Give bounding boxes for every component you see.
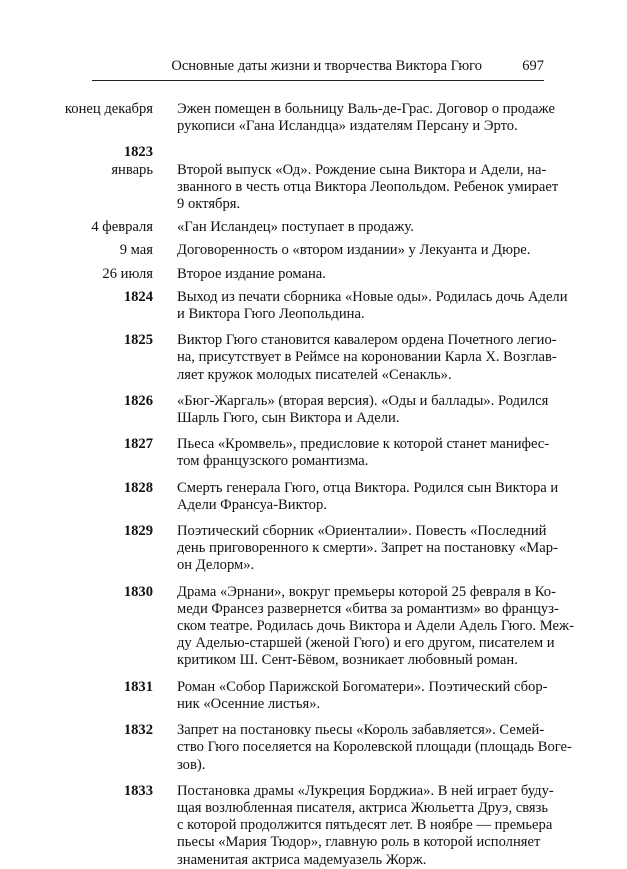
- entry-text-line: меди Франсез развернется «битва за романтизм» во француз-: [177, 600, 559, 617]
- chronology-entry: [0, 679, 627, 713]
- entry-text: [177, 219, 520, 236]
- entry-text-line: с которой продолжится пятьдесят лет. В ноябре — премьера: [177, 817, 553, 834]
- entry-text-line: он Делорм».: [177, 557, 255, 574]
- entry-text-line: Эжен помещен в больницу Валь-де-Грас. Договор о продаже: [177, 101, 555, 117]
- entry-text-line: «Бюг-Жаргаль» (вторая версия). «Оды и баллады». Родился: [177, 392, 549, 409]
- entry-text: [177, 161, 559, 214]
- entry-text-line: пьесы «Мария Тюдор», главную роль в которой исполняет: [177, 834, 541, 851]
- entry-year: 1826: [123, 392, 153, 409]
- entry-text: [177, 332, 557, 384]
- entry-year: 1825: [123, 332, 153, 349]
- entry-text-line: Адели Франсуа-Виктор.: [177, 496, 327, 513]
- entry-text: [177, 782, 554, 869]
- entry-date: январь: [111, 161, 153, 178]
- entry-text-line: Второй выпуск «Од». Рождение сына Виктора и Адели, на-: [177, 161, 547, 178]
- entry-text-line: Пьеса «Кромвель», предисловие к которой станет манифес-: [177, 436, 550, 453]
- entry-text-line: Договоренность о «втором издании» у Лекуанта и Дюре.: [177, 242, 531, 259]
- entry-text: [177, 101, 555, 135]
- chronology-entry: [0, 289, 627, 323]
- entry-text: [177, 479, 559, 514]
- entry-date: конец декабря: [64, 101, 153, 117]
- entry-text: [177, 242, 531, 259]
- chronology-entry: [0, 266, 627, 283]
- entry-date: 26 июля: [102, 265, 153, 282]
- entry-text-line: Запрет на постановку пьесы «Король забавляется». Семей-: [177, 722, 545, 739]
- entry-year: 1832: [123, 722, 153, 739]
- chronology-entry: [0, 242, 627, 259]
- entry-date: 4 февраля: [91, 219, 153, 236]
- entry-text-line: на, присутствует в Реймсе на короновании Карла X. Возглав-: [177, 349, 557, 366]
- entry-year: 1828: [123, 479, 153, 496]
- chronology-entry: [0, 332, 627, 384]
- entry-year: 1830: [123, 583, 153, 600]
- running-title: Основные даты жизни и творчества Виктора Гюго: [171, 58, 482, 74]
- entry-date: 9 мая: [119, 242, 153, 259]
- entry-text-line: ство Гюго поселяется на Королевской площади (площадь Воге-: [177, 739, 572, 756]
- entry-year: 1827: [123, 436, 153, 453]
- entry-text-line: день приговоренного к смерти». Запрет на постановку «Мар-: [177, 540, 558, 557]
- entry-year: 1824: [123, 288, 153, 305]
- entry-text-line: «Ган Исландец» поступает в продажу.: [177, 219, 414, 236]
- chronology-list: [0, 101, 627, 869]
- entry-text-line: ском театре. Родилась дочь Виктора и Адели Адель Гюго. Меж-: [177, 618, 574, 635]
- entry-year: 1831: [123, 678, 153, 695]
- entry-text-line: Смерть генерала Гюго, отца Виктора. Родился сын Виктора и: [177, 479, 559, 496]
- entry-text: [177, 288, 568, 323]
- entry-year: 1823: [123, 144, 153, 161]
- entry-text: [177, 436, 550, 470]
- chronology-entry: [0, 162, 627, 214]
- entry-text-line: Роман «Собор Парижской Богоматери». Поэтический сбор-: [177, 678, 548, 695]
- entry-text: [177, 583, 574, 670]
- chronology-entry: [0, 480, 627, 514]
- entry-text-line: зов).: [177, 756, 206, 773]
- entry-text-line: критиком Ш. Сент-Бёвом, возникает любовный роман.: [177, 652, 518, 669]
- chronology-entry: [0, 219, 627, 236]
- entry-text-line: ник «Осенние листья».: [177, 695, 321, 712]
- entry-text-line: Выход из печати сборника «Новые оды». Родилась дочь Адели: [177, 288, 568, 305]
- entry-text-line: ду Аделью-старшей (женой Гюго) и его другом, писателем и: [177, 635, 555, 652]
- entry-year: 1833: [123, 782, 153, 799]
- entry-text-line: и Виктора Гюго Леопольдина.: [177, 306, 365, 323]
- chronology-entry: [0, 393, 627, 427]
- entry-text-line: Виктор Гюго становится кавалером ордена Почетного легио-: [177, 332, 557, 349]
- entry-text: [177, 523, 558, 575]
- entry-text-line: Постановка драмы «Лукреция Борджиа». В ней играет буду-: [177, 782, 554, 799]
- chronology-entry: [0, 144, 627, 161]
- chronology-entry: [0, 101, 627, 135]
- entry-year: 1829: [123, 523, 153, 540]
- entry-text-line: знаменитая актриса мадемуазель Жорж.: [177, 851, 427, 868]
- entry-text-line: Драма «Эрнани», вокруг премьеры которой 25 февраля в Ко-: [177, 583, 556, 600]
- entry-text-line: Второе издание романа.: [177, 265, 326, 282]
- entry-text: [177, 678, 548, 713]
- chronology-entry: [0, 436, 627, 470]
- entry-text: [177, 392, 549, 427]
- header-rule: [92, 80, 544, 81]
- page-number: 697: [522, 58, 544, 74]
- entry-text: [177, 266, 520, 283]
- entry-text-line: ляет кружок молодых писателей «Сенакль».: [177, 366, 452, 383]
- chronology-entry: [0, 783, 627, 869]
- chronology-entry: [0, 523, 627, 575]
- entry-text-line: щая возлюбленная писателя, актриса Жюльетта Друэ, связь: [177, 799, 549, 816]
- entry-text-line: званного в честь отца Виктора Леопольдом. Ребенок умирает: [177, 178, 559, 195]
- entry-text-line: том французского романтизма.: [177, 453, 369, 470]
- entry-text-line: 9 октября.: [177, 196, 241, 213]
- entry-text-line: Поэтический сборник «Ориенталии». Повесть «Последний: [177, 523, 547, 540]
- chronology-entry: [0, 584, 627, 670]
- entry-text-line: Шарль Гюго, сын Виктора и Адели.: [177, 410, 400, 427]
- chronology-entry: [0, 722, 627, 774]
- page-header: [92, 58, 544, 80]
- entry-text-line: рукописи «Гана Исландца» издателям Персану и Эрто.: [177, 118, 518, 135]
- entry-text: [177, 722, 572, 774]
